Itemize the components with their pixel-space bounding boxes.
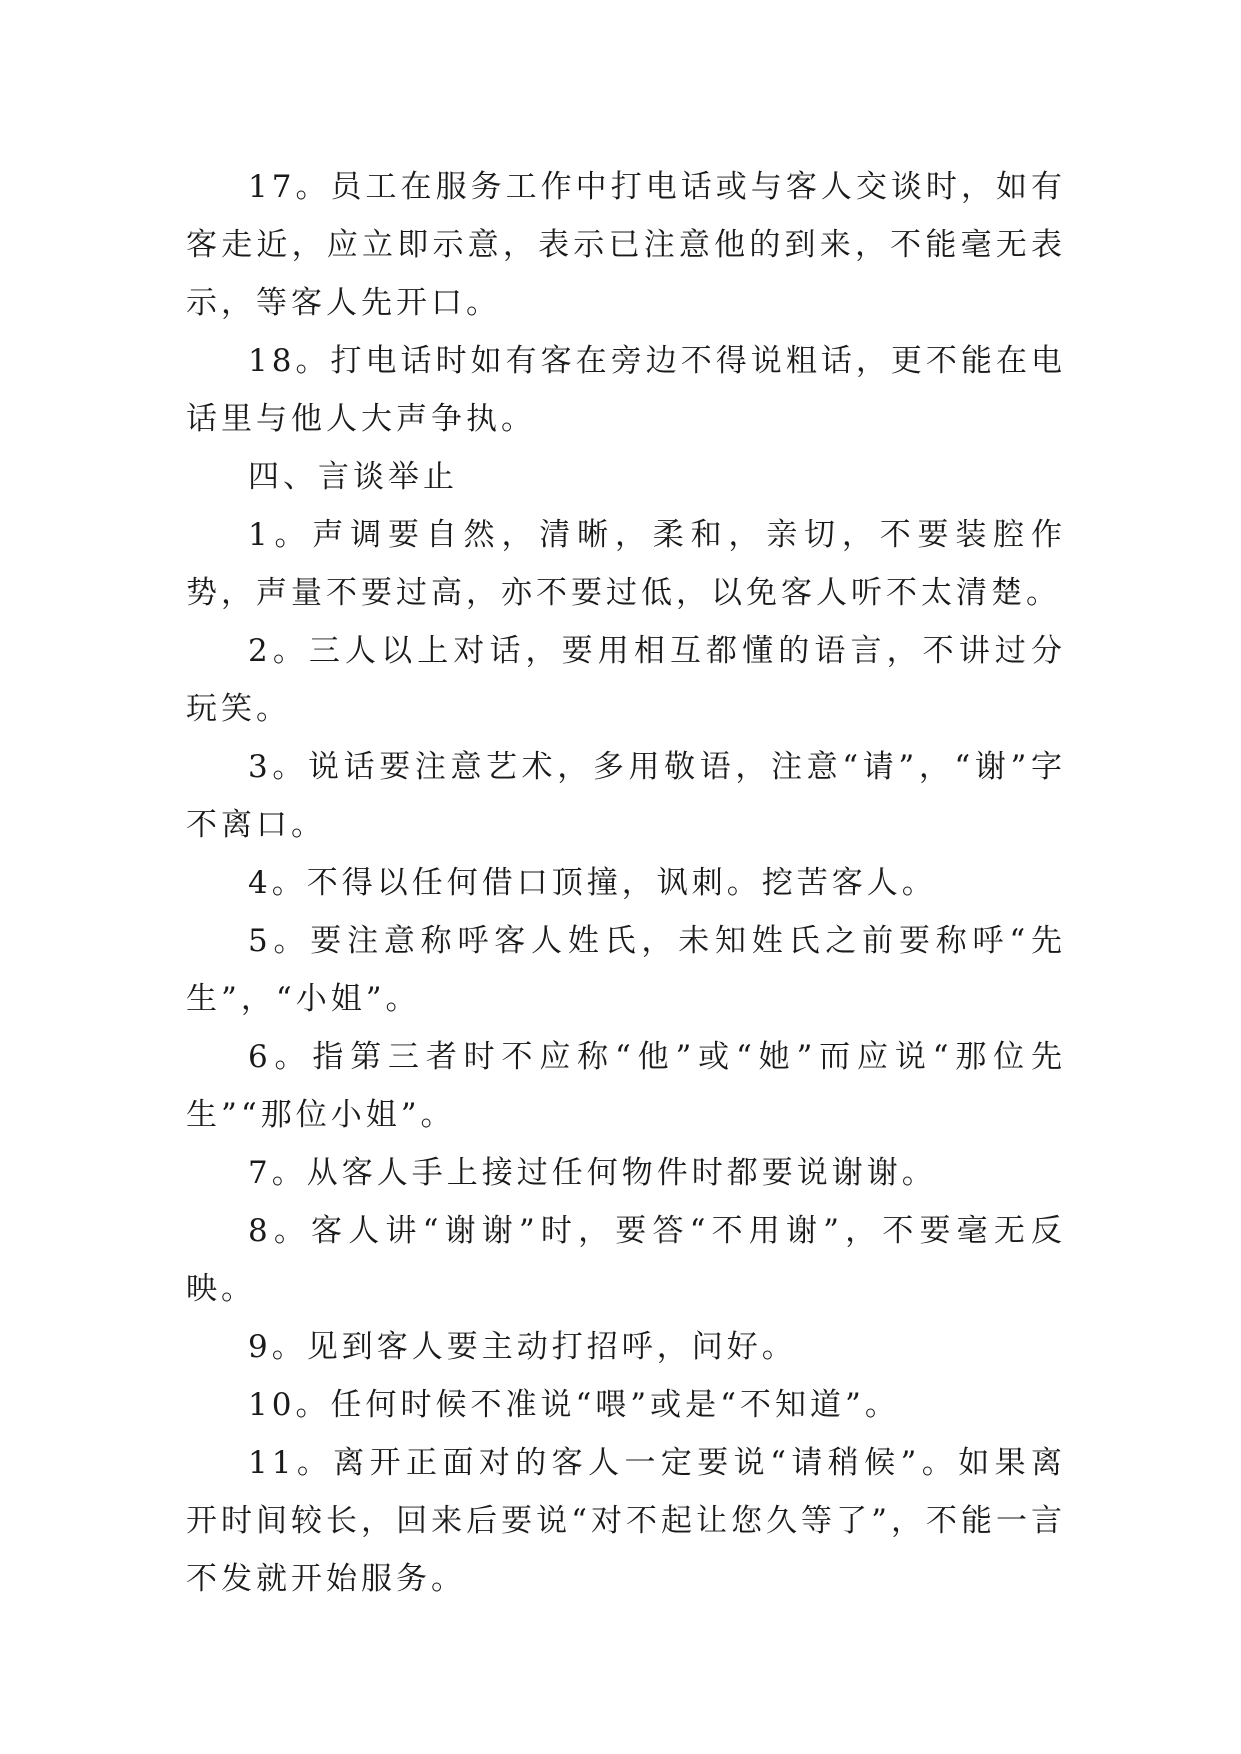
- paragraph-2: 2。三人以上对话，要用相互都懂的语言，不讲过分玩笑。: [186, 633, 1066, 727]
- paragraph-18: 18。打电话时如有客在旁边不得说粗话，更不能在电话里与他人大声争执。: [186, 343, 1066, 437]
- paragraph-6: 6。指第三者时不应称“他”或“她”而应说“那位先生”“那位小姐”。: [186, 1039, 1066, 1133]
- paragraph-5: 5。要注意称呼客人姓氏，未知姓氏之前要称呼“先生”，“小姐”。: [186, 923, 1066, 1017]
- paragraph-11: 11。离开正面对的客人一定要说“请稍候”。如果离开时间较长，回来后要说“对不起让您久等了”，不能一言不发就开始服务。: [186, 1445, 1066, 1597]
- paragraph-4: 4。不得以任何借口顶撞，讽刺。挖苦客人。: [248, 865, 937, 901]
- paragraph-9: 9。见到客人要主动打招呼，问好。: [248, 1329, 797, 1365]
- paragraph-8: 8。客人讲“谢谢”时，要答“不用谢”，不要毫无反映。: [186, 1213, 1066, 1307]
- section-heading: 四、言谈举止: [248, 459, 458, 495]
- document-body: [186, 158, 1066, 1608]
- paragraph-1: 1。声调要自然，清晰，柔和，亲切，不要装腔作势，声量不要过高，亦不要过低，以免客人听不太清楚。: [186, 517, 1066, 611]
- paragraph-3: 3。说话要注意艺术，多用敬语，注意“请”，“谢”字不离口。: [186, 749, 1066, 843]
- paragraph-17: 17。员工在服务工作中打电话或与客人交谈时，如有客走近，应立即示意，表示已注意他的到来，不能毫无表示，等客人先开口。: [186, 169, 1066, 321]
- paragraph-10: 10。任何时候不准说“喂”或是“不知道”。: [248, 1387, 900, 1423]
- paragraph-7: 7。从客人手上接过任何物件时都要说谢谢。: [248, 1155, 937, 1191]
